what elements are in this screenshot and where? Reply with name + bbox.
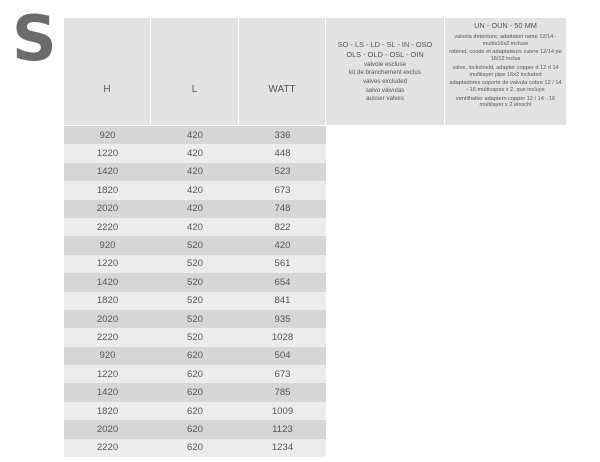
- table-row: [64, 181, 326, 199]
- header-adapter-info: [445, 18, 566, 125]
- cell-l: 520: [186, 258, 203, 270]
- table-row: [64, 236, 326, 254]
- cell-h: 1820: [96, 405, 119, 417]
- cell-h: 1420: [96, 166, 119, 178]
- header-watt: [239, 18, 326, 125]
- cell-watt: 561: [274, 258, 291, 270]
- cell-h: 2220: [96, 331, 119, 343]
- header-l-label: L: [191, 84, 198, 95]
- header-h-label: H: [103, 84, 111, 95]
- cell-l: 520: [186, 295, 203, 307]
- cell-l: 520: [186, 313, 203, 325]
- table-row: [64, 126, 326, 144]
- cell-h: 2220: [96, 221, 119, 233]
- header-valve-info: [326, 18, 445, 125]
- cell-l: 620: [186, 368, 203, 380]
- cell-watt: 654: [274, 276, 291, 288]
- valve-line: kit de branchement exclus: [349, 69, 421, 77]
- cell-l: 520: [186, 276, 203, 288]
- table-row: [64, 292, 326, 310]
- cell-h: 1420: [96, 276, 119, 288]
- cell-h: 1820: [96, 184, 119, 196]
- adapter-line: valvola detentore, adattatori rame 12/14 - multis16x2 incluse: [454, 34, 557, 47]
- adapter-line: robinet, coude et adaptateurs cuivre 12/14 pe 16/12 inclus: [449, 49, 562, 63]
- cell-l: 420: [186, 129, 203, 141]
- table-row: [64, 144, 326, 162]
- header-watt-label: WATT: [268, 84, 296, 95]
- valve-models-2: OLS - OLD - OSL - OIN: [346, 50, 424, 60]
- table-row: [64, 383, 326, 401]
- valve-line: valves excluded: [362, 78, 408, 85]
- cell-l: 420: [186, 221, 203, 233]
- adapter-line: valve, lockshield, adapter copper d 12 d 14 multilayer pipe 16x2 included: [452, 64, 559, 78]
- cell-watt: 1009: [271, 405, 294, 417]
- valve-models: SO - LS - LD - SL - IN - OSO: [337, 40, 433, 49]
- adapter-title: UN - OUN - 50 MM: [474, 21, 537, 30]
- cell-watt: 822: [274, 221, 291, 233]
- header-l: [151, 18, 239, 125]
- cell-watt: 748: [274, 203, 291, 215]
- cell-l: 420: [186, 148, 203, 160]
- table-row: [64, 420, 326, 438]
- data-table-body: [64, 126, 326, 457]
- cell-watt: 1234: [271, 442, 294, 454]
- cell-h: 1420: [96, 387, 119, 399]
- cell-l: 620: [186, 405, 203, 417]
- cell-h: 1220: [96, 148, 119, 160]
- cell-watt: 1028: [271, 331, 294, 343]
- adapter-line: ventilhalter adaptern copper 12 / 14 - 16 multilayer x 2 einschl: [455, 95, 556, 109]
- cell-h: 2020: [96, 423, 119, 435]
- cell-h: 920: [99, 129, 116, 141]
- cell-watt: 1123: [272, 423, 293, 435]
- table-row: [64, 347, 326, 365]
- cell-l: 620: [186, 350, 203, 362]
- cell-watt: 448: [274, 148, 291, 160]
- cell-h: 920: [99, 350, 116, 362]
- cell-h: 2020: [96, 203, 119, 215]
- cell-watt: 504: [274, 350, 291, 362]
- cell-watt: 336: [274, 129, 291, 141]
- cell-l: 420: [186, 184, 203, 196]
- table-row: [64, 255, 326, 273]
- cell-watt: 935: [274, 313, 291, 325]
- cell-l: 620: [186, 423, 203, 435]
- cell-l: 420: [186, 203, 203, 215]
- cell-l: 620: [186, 387, 203, 399]
- header-h: [64, 18, 151, 125]
- table-row: [64, 439, 326, 457]
- table-row: [64, 365, 326, 383]
- table-row: [64, 163, 326, 181]
- cell-watt: 841: [274, 295, 291, 307]
- cell-watt: 673: [274, 184, 291, 196]
- table-row: [64, 402, 326, 420]
- cell-h: 2020: [96, 313, 119, 325]
- cell-watt: 420: [274, 240, 291, 252]
- cell-h: 1220: [96, 368, 119, 380]
- cell-watt: 785: [274, 387, 291, 399]
- cell-h: 2220: [96, 442, 119, 454]
- valve-line: salvo válvulas: [365, 86, 405, 94]
- table-row: [64, 200, 326, 218]
- valve-line: ausser valves: [366, 95, 404, 103]
- cell-l: 520: [186, 331, 203, 343]
- cell-l: 620: [186, 442, 203, 454]
- cell-l: 520: [186, 240, 203, 252]
- table-row: [64, 310, 326, 328]
- cell-h: 920: [99, 240, 116, 252]
- cell-watt: 523: [274, 166, 291, 178]
- valve-line: valvole escluse: [364, 60, 406, 68]
- table-row: [64, 218, 326, 236]
- adapter-line: adaptadores soporte de valvula cobre 12 / 14 - 16 multicapas x 2, que incluye: [449, 80, 562, 93]
- cell-h: 1820: [96, 295, 119, 307]
- cell-l: 420: [186, 166, 203, 178]
- cell-watt: 673: [274, 368, 291, 380]
- table-row: [64, 273, 326, 291]
- series-letter: S: [12, 2, 57, 75]
- cell-h: 1220: [96, 258, 119, 270]
- table-row: [64, 328, 326, 346]
